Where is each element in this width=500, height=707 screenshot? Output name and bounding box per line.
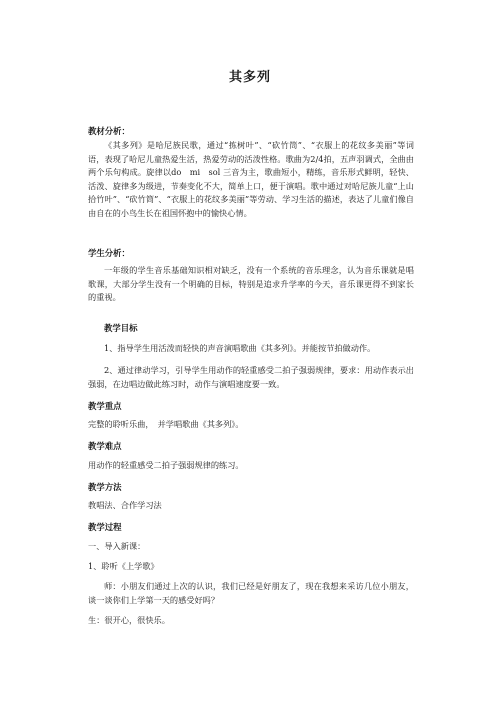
teaching-analysis-paragraph: 《其多列》是哈尼族民歌，通过“拣树叶”、“砍竹筒”、“衣服上的花纹多美丽”等词语，表现了哈尼儿童热爱生活，热爱劳动的活泼性格。歌曲为2/4拍，五声羽调式，全曲由两个乐句构成。旋律以do mi sol 三音为主，歌曲短小，精练，音乐形式鲜明，轻快、活泼、旋律多为级进，节奏变化不大，简单上口，便于演唱。歌中通过对哈尼族儿童“上山拾竹叶”、“砍竹筒”、“衣服上的花纹多美丽”等劳动、学习生活的描述，表达了儿童们像自由自在的小鸟生长在祖国怀抱中的愉快心情。 <box>88 140 414 218</box>
methods-heading: 教学方法 <box>88 482 122 492</box>
methods-text: 教唱法、合作学习法 <box>88 500 162 510</box>
process-step-1-1: 1、聆听《上学歌》 <box>88 561 159 571</box>
difficulties-heading: 教学难点 <box>88 441 122 451</box>
process-teacher-line: 师：小朋友们通过上次的认识，我们已经是好朋友了，现在我想来采访几位小朋友，谈一谈你们上学第一天的感受好吗？ <box>88 581 414 605</box>
objectives-item-2: 2、通过律动学习，引导学生用动作的轻重感受二拍子强弱规律，要求：用动作表示出强弱，在边唱边做此练习时，动作与演唱速度要一致。 <box>88 365 414 389</box>
key-points-heading: 教学重点 <box>88 401 122 411</box>
student-analysis-heading: 学生分析： <box>88 248 130 258</box>
difficulties-text: 用动作的轻重感受二拍子强弱规律的练习。 <box>88 460 244 470</box>
teaching-analysis-heading: 教材分析： <box>88 126 130 136</box>
process-heading: 教学过程 <box>88 522 122 532</box>
objectives-item-1: 1、指导学生用活泼而轻快的声音演唱歌曲《其多列》。并能按节拍做动作。 <box>104 343 376 353</box>
document-title: 其多列 <box>228 70 271 85</box>
objectives-heading: 教学目标 <box>104 323 138 333</box>
process-step-1: 一、导入新课： <box>88 541 146 551</box>
student-analysis-paragraph: 一年级的学生音乐基础知识相对缺乏，没有一个系统的音乐理念，认为音乐课就是唱歌课，大部分学生没有一个明确的目标，特别是追求升学率的今天，音乐课更得不到家长的重视。 <box>88 265 414 302</box>
process-student-line: 生：很开心，很快乐。 <box>88 615 170 625</box>
key-points-text: 完整的聆听乐曲， 并学唱歌曲《其多列》。 <box>88 419 244 429</box>
